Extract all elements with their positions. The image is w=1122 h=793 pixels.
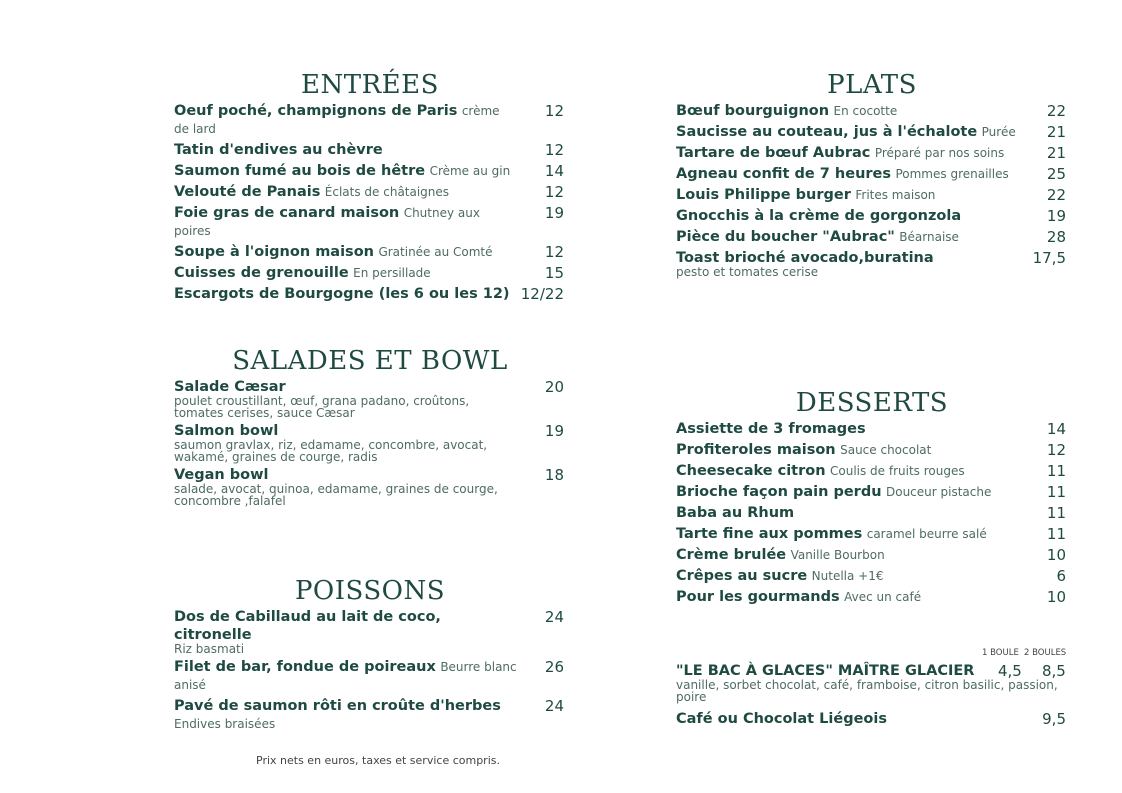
menu-item-description: Frites maison	[855, 188, 936, 202]
section-desserts	[676, 388, 1068, 609]
menu-item-price: 10	[1046, 546, 1066, 564]
menu-item-price: 12/22	[520, 285, 564, 303]
menu-item-details: poulet croustillant, œuf, grana padano, croûtons, tomates cerises, sauce Cæsar	[174, 394, 470, 420]
menu-item	[676, 462, 1068, 480]
menu-item-name: Toast brioché avocado,buratina	[676, 250, 934, 266]
menu-item-price: 12	[544, 183, 564, 201]
menu-item-price: 28	[1046, 228, 1066, 246]
menu-item-name: Foie gras de canard maison	[174, 205, 400, 221]
menu-item-name: Pièce du boucher "Aubrac"	[676, 229, 895, 245]
menu-item-price: 12	[544, 243, 564, 261]
menu-item-description: Endives braisées	[174, 717, 276, 731]
footer-note: Prix nets en euros, taxes et service compris.	[256, 754, 500, 767]
menu-item-price: 26	[544, 658, 564, 676]
menu-item-name: Salade Cæsar	[174, 379, 286, 395]
glace-price-two: 8,5	[1042, 662, 1066, 680]
menu-item-description: Avec un café	[844, 590, 922, 604]
menu-item-details: salade, avocat, quinoa, edamame, graines de courge, concombre ,falafel	[174, 482, 498, 508]
menu-item-name: Profiteroles maison	[676, 442, 836, 458]
menu-item-description: Gratinée au Comté	[378, 245, 493, 259]
menu-item	[174, 141, 566, 159]
menu-item	[174, 422, 566, 463]
menu-item-price: 19	[544, 422, 564, 440]
menu-item-details: pesto et tomates cerise	[676, 265, 819, 279]
glace-name: "LE BAC À GLACES" MAÎTRE GLACIER	[676, 663, 975, 679]
menu-item-name: Gnocchis à la crème de gorgonzola	[676, 208, 962, 224]
section-title-salades: SALADES ET BOWL	[232, 346, 508, 376]
menu-item-name: Saumon fumé au bois de hêtre	[174, 163, 426, 179]
menu-item-name: Baba au Rhum	[676, 505, 795, 521]
glace-head-one: 1 BOULE	[982, 648, 1019, 658]
menu-item-name: Oeuf poché, champignons de Paris	[174, 103, 458, 119]
menu-item-description: Éclats de châtaignes	[324, 185, 450, 199]
poissons-list	[174, 608, 566, 733]
menu-item	[676, 588, 1068, 606]
menu-item-description: Nutella +1€	[811, 569, 884, 583]
section-poissons	[174, 576, 566, 736]
menu-item-name: Crêpes au sucre	[676, 568, 808, 584]
menu-item-price: 25	[1046, 165, 1066, 183]
menu-item	[174, 162, 566, 180]
menu-item	[676, 207, 1068, 225]
menu-item-name: Salmon bowl	[174, 423, 279, 439]
menu-item-name: Filet de bar, fondue de poireaux	[174, 659, 436, 675]
menu-item-price: 14	[544, 162, 564, 180]
menu-item-name: Agneau confit de 7 heures	[676, 166, 892, 182]
section-plats	[676, 70, 1068, 281]
menu-item-description: En persillade	[353, 266, 431, 280]
menu-item-name: Tarte fine aux pommes	[676, 526, 863, 542]
menu-item-description: Vanille Bourbon	[790, 548, 885, 562]
menu-item-description: Crème au gin	[429, 164, 511, 178]
menu-item-name: Dos de Cabillaud au lait de coco, citronelle	[174, 609, 441, 643]
menu-item-price: 22	[1046, 186, 1066, 204]
section-salades	[174, 346, 566, 510]
menu-item	[676, 441, 1068, 459]
salades-list	[174, 378, 566, 507]
menu-item-price: 11	[1046, 504, 1066, 522]
menu-item	[676, 165, 1068, 183]
menu-item-price: 14	[1046, 420, 1066, 438]
section-title-plats: PLATS	[827, 70, 917, 100]
menu-item	[174, 697, 566, 733]
menu-item-price: 21	[1046, 123, 1066, 141]
menu-item-name: Bœuf bourguignon	[676, 103, 830, 119]
menu-item-description: Beurre blanc anisé	[174, 660, 517, 692]
section-entrees	[174, 70, 566, 306]
menu-item-name: Louis Philippe burger	[676, 187, 851, 203]
menu-item-description: Béarnaise	[899, 230, 959, 244]
menu-item-price: 20	[544, 378, 564, 396]
liegeois-name: Café ou Chocolat Liégeois	[676, 711, 887, 727]
menu-item-price: 17,5	[1032, 249, 1066, 267]
menu-item-price: 21	[1046, 144, 1066, 162]
menu-item-description: Chutney aux poires	[174, 206, 480, 238]
glace-item	[676, 662, 1076, 703]
menu-item	[174, 264, 566, 282]
menu-item-price: 19	[544, 204, 564, 222]
menu-item-name: Brioche façon pain perdu	[676, 484, 882, 500]
menu-item-description: Pommes grenailles	[895, 167, 1009, 181]
menu-item-price: 19	[1046, 207, 1066, 225]
menu-item-name: Vegan bowl	[174, 467, 269, 483]
desserts-list	[676, 420, 1068, 606]
menu-item-price: 11	[1046, 525, 1066, 543]
menu-item-price: 24	[544, 697, 564, 715]
menu-item	[676, 123, 1068, 141]
section-title-desserts: DESSERTS	[795, 388, 949, 418]
menu-item-details: Riz basmati	[174, 642, 245, 656]
menu-item-name: Pour les gourmands	[676, 589, 840, 605]
menu-item-description: En cocotte	[833, 104, 898, 118]
section-title-poissons: POISSONS	[294, 576, 446, 606]
menu-item-name: Velouté de Panais	[174, 184, 321, 200]
menu-item	[676, 102, 1068, 120]
menu-item	[174, 608, 566, 655]
menu-item	[174, 102, 566, 138]
menu-item	[174, 204, 566, 240]
entrees-list	[174, 102, 566, 303]
menu-item-description: Coulis de fruits rouges	[830, 464, 965, 478]
menu-item-description: crème de lard	[174, 104, 500, 136]
menu-item	[174, 243, 566, 261]
menu-item	[676, 228, 1068, 246]
menu-item	[676, 144, 1068, 162]
menu-item-name: Tatin d'endives au chèvre	[174, 142, 383, 158]
plats-list	[676, 102, 1068, 278]
menu-item-price: 12	[544, 141, 564, 159]
menu-item-price: 10	[1046, 588, 1066, 606]
liegeois-price: 9,5	[1042, 710, 1066, 728]
menu-item	[676, 249, 1068, 278]
menu-item	[174, 658, 566, 694]
menu-item-description: Sauce chocolat	[840, 443, 932, 457]
glace-price-one: 4,5	[998, 662, 1022, 680]
menu-item-description: Préparé par nos soins	[874, 146, 1005, 160]
menu-item-name: Saucisse au couteau, jus à l'échalote	[676, 124, 978, 140]
menu-item-price: 15	[544, 264, 564, 282]
menu-item-description: caramel beurre salé	[866, 527, 987, 541]
menu-item	[174, 466, 566, 507]
menu-item-description: Douceur pistache	[885, 485, 992, 499]
liegeois-item	[676, 710, 1068, 728]
menu-item-name: Assiette de 3 fromages	[676, 421, 866, 437]
glace-sub: vanille, sorbet chocolat, café, framboise, citron basilic, passion, poire	[676, 678, 1058, 704]
menu-item-price: 12	[1046, 441, 1066, 459]
menu-item	[174, 183, 566, 201]
menu-item-name: Crème brulée	[676, 547, 787, 563]
menu-item	[676, 504, 1068, 522]
menu-item	[676, 186, 1068, 204]
menu-item	[676, 567, 1068, 585]
menu-item-price: 12	[544, 102, 564, 120]
menu-item-name: Pavé de saumon rôti en croûte d'herbes	[174, 698, 501, 714]
menu-item-description: Purée	[981, 125, 1016, 139]
menu-item-price: 6	[1056, 567, 1066, 585]
menu-item-details: saumon gravlax, riz, edamame, concombre, avocat, wakamé, graines de courge, radis	[174, 438, 488, 464]
menu-item	[676, 525, 1068, 543]
menu-item	[174, 285, 566, 303]
menu-item-name: Soupe à l'oignon maison	[174, 244, 374, 260]
menu-item-price: 18	[544, 466, 564, 484]
menu-item-price: 11	[1046, 462, 1066, 480]
menu-item	[676, 483, 1068, 501]
menu-item-name: Cuisses de grenouille	[174, 265, 349, 281]
menu-item-price: 24	[544, 608, 564, 626]
menu-item-name: Cheesecake citron	[676, 463, 826, 479]
menu-item	[174, 378, 566, 419]
glace-head-two: 2 BOULES	[1024, 648, 1067, 658]
menu-item-name: Tartare de bœuf Aubrac	[676, 145, 871, 161]
section-title-entrees: ENTRÉES	[301, 70, 439, 100]
menu-item	[676, 420, 1068, 438]
menu-item-price: 22	[1046, 102, 1066, 120]
menu-item	[676, 546, 1068, 564]
menu-item-price: 11	[1046, 483, 1066, 501]
menu-item-name: Escargots de Bourgogne (les 6 ou les 12)	[174, 286, 510, 302]
